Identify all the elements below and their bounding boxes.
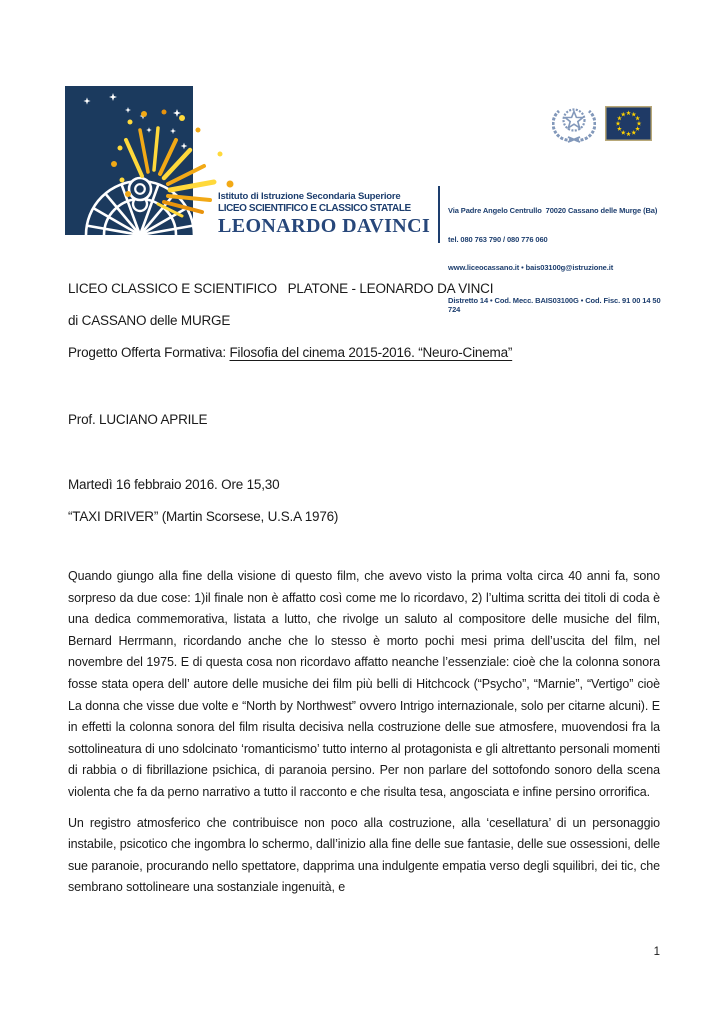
session-date-line: Martedì 16 febbraio 2016. Ore 15,30 xyxy=(68,477,280,492)
doc-title-line3 xyxy=(68,345,512,360)
contact-codes: Distretto 14 • Cod. Mecc. BAIS03100G • Cod. Fisc. 91 00 14 50 724 xyxy=(448,295,663,314)
institute-line1: Istituto di Istruzione Secondaria Superiore xyxy=(218,191,401,202)
contact-phone: tel. 080 763 790 / 080 776 060 xyxy=(448,234,548,244)
paragraph: Quando giungo alla fine della visione di questo film, che avevo visto la prima volta circa 40 anni fa, sono sorpreso da due cose: 1)il finale non è affatto così come me lo ricordavo, 2) l’ultima scritta dei titoli di coda è una dedica commemorativa, listata a lutto, che rivolge un saluto al compositore delle musiche del film, Bernard Herrmann, ricordando anche che lo stesso è morto pochi mesi prima dell’uscita del film, nel novembre del 1975. E di questa cosa non ricordavo affatto neanche l’essenziale: cioè che la colonna sonora fosse stata opera dell’ autore delle musiche dei film più belli di Hitchcock (“Psycho”, “Marnie”, “Vertigo” cioè La donna che visse due volte e “North by Northwest” ovvero Intrigo internazionale, solo per citarne alcuni). E in effetti la colonna sonora del film risulta decisiva nella costruzione delle sue atmosfere, muovendosi fra la sottolineatura di uno sdolcinato ‘romanticismo’ tutto interno al protagonista e gli altrettanto personali momenti di rabbia o di fibrillazione psichica, di paranoia persino. Per non parlare del sottofondo sonoro della scena violenta che fa da perno narrativo a tutto il racconto e che risulta tesa, angosciata e infine persino orrorifica. xyxy=(68,569,660,799)
school-logo xyxy=(64,84,244,240)
paragraphs xyxy=(68,566,660,899)
paragraph: Un registro atmosferico che contribuisce non poco alla costruzione, alla ‘cesellatura’ di un personaggio instabile, psicotico che ingombra lo schermo, dall’inizio alla fine delle sue fantasie, delle sue ossessioni, delle sue paranoie, procurando nello spettatore, dapprima una indulgente empatia verso degli squilibri, dei tic, che sembrano sottolineare una sostanziale ingenuità, e xyxy=(68,815,660,895)
header-divider xyxy=(438,186,440,243)
contact-web-email: www.liceocassano.it • bais03100g@istruzione.it xyxy=(448,263,614,272)
italian-republic-emblem-icon xyxy=(552,100,596,146)
page-number: 1 xyxy=(653,946,660,958)
contact-address: Via Padre Angelo Centrullo 70020 Cassano delle Murge (Ba) xyxy=(448,206,658,215)
school-name: LEONARDO DAVINCI xyxy=(218,215,431,238)
author-line: Prof. LUCIANO APRILE xyxy=(68,412,208,427)
doc-title-line1: LICEO CLASSICO E SCIENTIFICO PLATONE - LEONARDO DA VINCI xyxy=(68,281,494,296)
eu-flag-icon xyxy=(605,106,652,141)
institute-name-block xyxy=(218,192,430,238)
institute-line2: LICEO SCIENTIFICO E CLASSICO STATALE xyxy=(218,202,411,214)
project-label: Progetto Offerta Formativa: xyxy=(68,345,230,360)
film-title-line: “TAXI DRIVER” (Martin Scorsese, U.S.A 1976) xyxy=(68,509,339,524)
doc-title-line2: di CASSANO delle MURGE xyxy=(68,313,231,328)
project-course-title: Filosofia del cinema 2015-2016. “Neuro-Cinema” xyxy=(229,345,513,360)
contact-block xyxy=(448,187,666,334)
